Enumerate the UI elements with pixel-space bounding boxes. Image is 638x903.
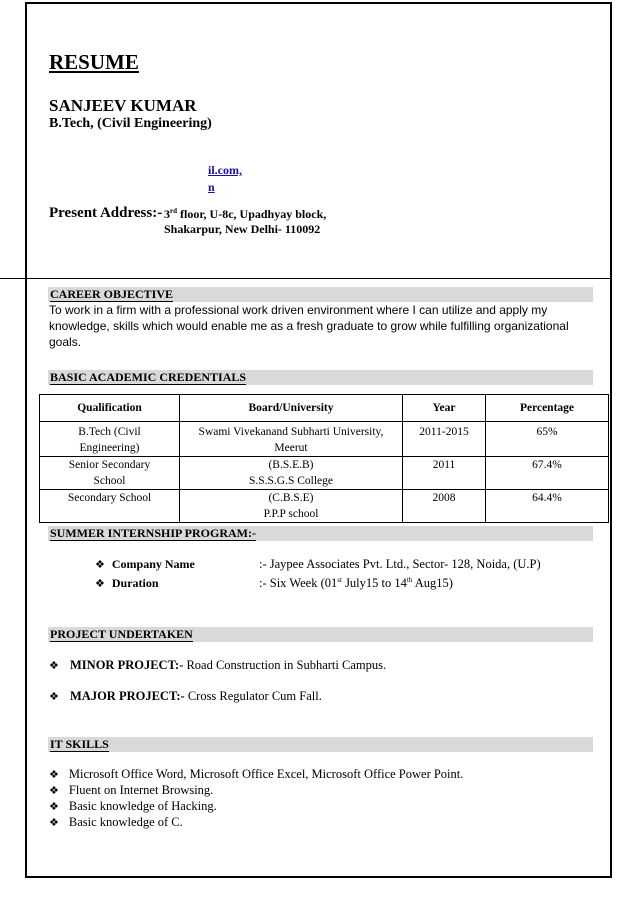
percentage-cell: 65% [486,422,609,457]
col-percentage: Percentage [486,395,609,422]
divider [0,278,612,279]
major-project-item [49,689,322,704]
address-label: Present Address:- [49,205,163,221]
table-row [40,422,609,457]
qualification-cell: Secondary School [40,490,180,523]
address-line-1: 3rd floor, U-8c, Upadhyay block, [164,207,327,221]
diamond-bullet-icon: ❖ [49,785,59,797]
internship-company-row [95,557,195,572]
col-board: Board/University [180,395,403,422]
skill-item: ❖ Basic knowledge of C. [49,815,183,829]
minor-project-label: MINOR PROJECT:- [70,658,184,672]
margin-rule [25,100,27,134]
board-cell: Swami Vivekanand Subharti University, Meerut [180,422,403,457]
skill-item: ❖ Basic knowledge of Hacking. [49,799,217,813]
diamond-bullet-icon: ❖ [49,801,59,813]
percentage-cell: 64.4% [486,490,609,523]
duration-label: Duration [111,576,159,590]
board-cell: (B.S.E.B) S.S.S.G.S College [180,457,403,490]
address-line-2: Shakarpur, New Delhi- 110092 [164,222,321,236]
diamond-bullet-icon: ❖ [95,578,105,590]
diamond-bullet-icon: ❖ [49,660,59,672]
diamond-bullet-icon: ❖ [49,691,59,703]
internship-heading: SUMMER INTERNSHIP PROGRAM:- [48,526,593,541]
career-objective-text: To work in a firm with a professional work driven environment where I can utilize and apply my knowledge, skills which would enable me as a fresh graduate to grow while fulfilling organizational goals. [49,303,569,349]
diamond-bullet-icon: ❖ [95,559,105,571]
minor-project-value: Road Construction in Subharti Campus. [183,658,387,672]
board-cell: (C.B.S.E) P.P.P school [180,490,403,523]
email-line-2[interactable]: n [208,180,215,194]
table-row [40,490,609,523]
major-project-label: MAJOR PROJECT:- [70,689,185,703]
qualification-cell: B.Tech (Civil Engineering) [40,422,180,457]
year-cell: 2011-2015 [403,422,486,457]
email-link[interactable] [208,162,242,196]
diamond-bullet-icon: ❖ [49,769,59,781]
it-skills-heading: IT SKILLS [48,737,593,752]
skill-item: ❖ Fluent on Internet Browsing. [49,783,214,797]
internship-duration-row [95,576,159,591]
company-value: :- Jaypee Associates Pvt. Ltd., Sector- 128, Noida, (U.P) [259,557,541,571]
academic-heading: BASIC ACADEMIC CREDENTIALS [48,370,593,385]
resume-title: RESUME [49,50,139,74]
skill-item: ❖ Microsoft Office Word, Microsoft Office Excel, Microsoft Office Power Point. [49,767,464,781]
candidate-name: SANJEEV KUMAR [49,96,197,115]
career-objective-heading: CAREER OBJECTIVE [48,287,593,302]
project-heading: PROJECT UNDERTAKEN [48,627,593,642]
table-row [40,457,609,490]
major-project-value: Cross Regulator Cum Fall. [184,689,322,703]
col-year: Year [403,395,486,422]
company-label: Company Name [111,557,195,571]
year-cell: 2011 [403,457,486,490]
year-cell: 2008 [403,490,486,523]
email-line-1[interactable]: il.com, [208,163,242,177]
candidate-degree: B.Tech, (Civil Engineering) [49,116,212,131]
minor-project-item [49,658,386,673]
table-header-row [40,395,609,422]
col-qualification: Qualification [40,395,180,422]
percentage-cell: 67.4% [486,457,609,490]
academic-table [39,394,609,523]
qualification-cell: Senior Secondary School [40,457,180,490]
diamond-bullet-icon: ❖ [49,817,59,829]
duration-value: :- Six Week (01st July15 to 14th Aug15) [259,576,453,591]
